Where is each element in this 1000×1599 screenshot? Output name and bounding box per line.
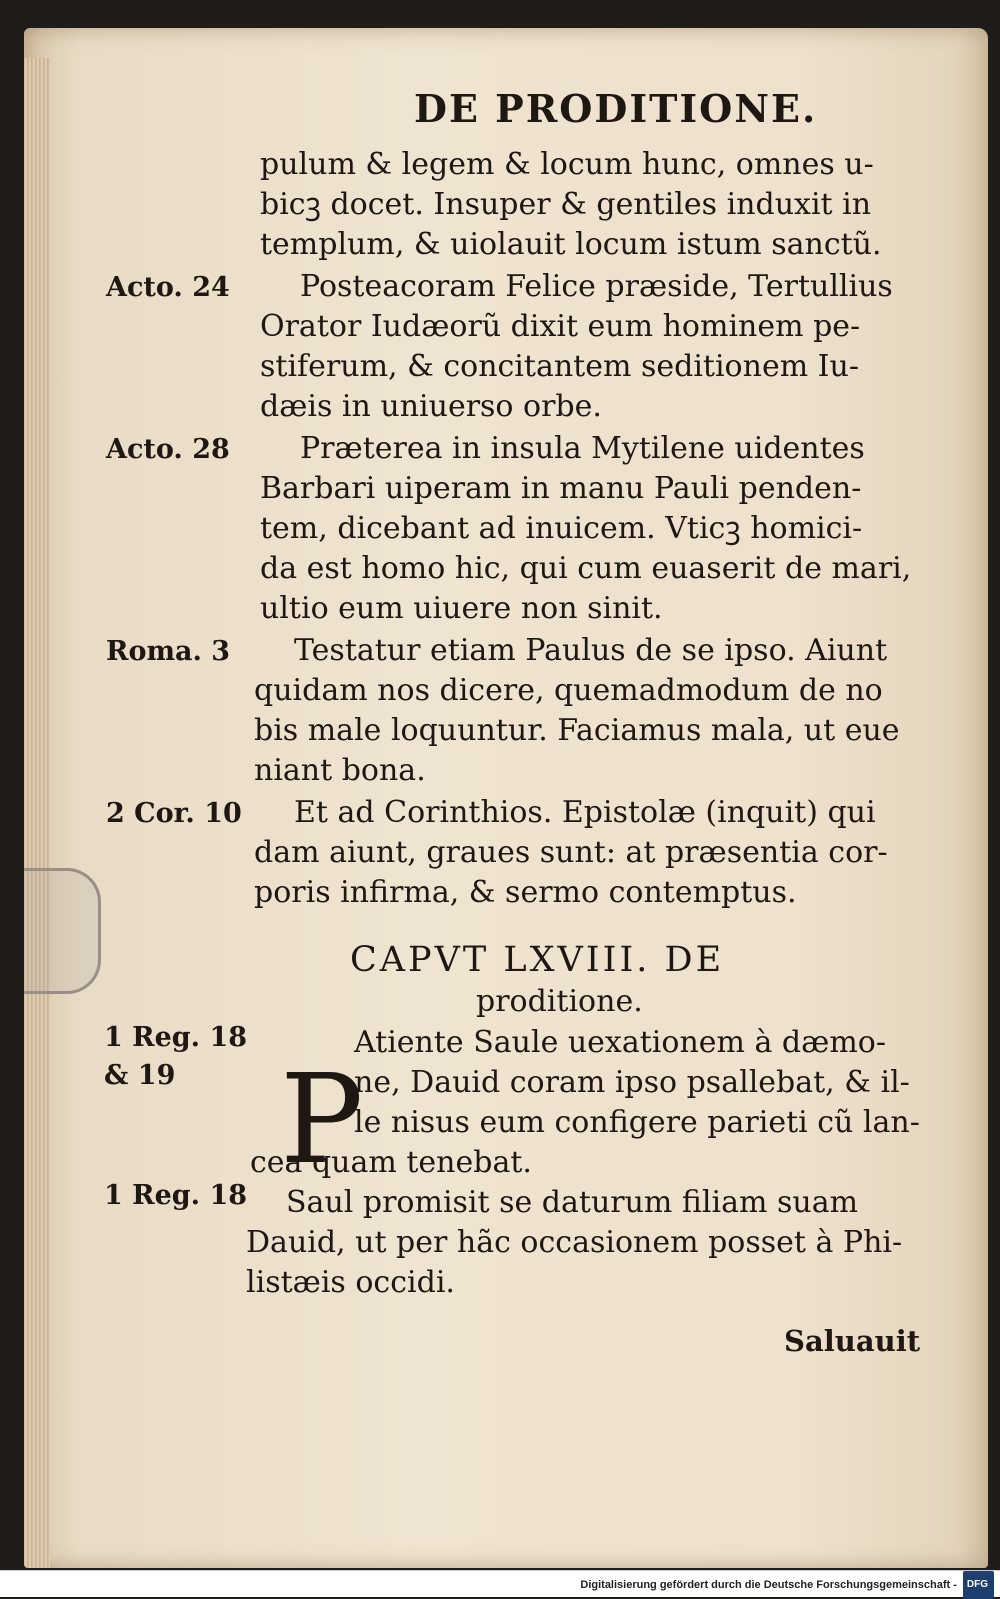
marginal-note: 2 Cor. 10 xyxy=(106,798,242,829)
page-edge xyxy=(24,58,50,1568)
marginal-note: 1 Reg. 18 xyxy=(104,1022,248,1053)
chapter-subheading: proditione. xyxy=(476,984,643,1019)
marginal-note: Roma. 3 xyxy=(106,636,231,667)
text-line: ultio eum uiuere non sinit. xyxy=(260,591,663,626)
text-line: Testatur etiam Paulus de se ipso. Aiunt xyxy=(294,633,888,668)
text-line: templum, & uiolauit locum istum sanctũ. xyxy=(260,227,882,262)
marginal-note: 1 Reg. 18 xyxy=(104,1180,248,1211)
text-line: Atiente Saule uexationem à dæmo- xyxy=(354,1025,886,1060)
chapter-heading: CAPVT LXVIII. DE xyxy=(350,940,725,980)
text-line: poris infirma, & sermo contemptus. xyxy=(254,875,797,910)
text-line: Saul promisit se daturum filiam suam xyxy=(286,1185,859,1220)
text-line: Præterea in insula Mytilene uidentes xyxy=(300,431,865,466)
book-page xyxy=(24,28,988,1568)
catchword: Saluauit xyxy=(784,1324,921,1358)
text-line: dæis in uniuerso orbe. xyxy=(260,389,602,424)
text-line: ne, Dauid coram ipso psallebat, & il- xyxy=(354,1065,910,1100)
text-line: listæis occidi. xyxy=(246,1265,455,1300)
text-line: bicꝫ docet. Insuper & gentiles induxit in xyxy=(260,187,872,222)
text-line: stiferum, & concitantem seditionem Iu- xyxy=(260,349,859,384)
drop-capital: P xyxy=(280,1048,364,1192)
marginal-note: Acto. 24 xyxy=(106,272,230,303)
text-line: Et ad Corinthios. Epistolæ (inquit) qui xyxy=(294,795,876,830)
page-clip xyxy=(24,868,101,994)
text-line: dam aiunt, graues sunt: at præsentia cor- xyxy=(254,835,888,870)
text-line: quidam nos dicere, quemadmodum de no xyxy=(254,673,883,708)
text-line: Orator Iudæorũ dixit eum hominem pe- xyxy=(260,309,861,344)
text-line: le nisus eum configere parieti cũ lan- xyxy=(354,1105,920,1140)
text-line: da est homo hic, qui cum euaserit de mari, xyxy=(260,551,912,586)
footer-text: Digitalisierung gefördert durch die Deutsche Forschungsgemeinschaft - xyxy=(580,1578,957,1591)
marginal-note: Acto. 28 xyxy=(106,434,230,465)
text-line: pulum & legem & locum hunc, omnes u- xyxy=(260,147,874,182)
running-head: DE PRODITIONE. xyxy=(414,86,818,131)
dfg-logo: DFG xyxy=(963,1571,994,1599)
text-line: Dauid, ut per hãc occasionem posset à Phi- xyxy=(246,1225,903,1260)
marginal-note: & 19 xyxy=(104,1060,176,1091)
text-line: niant bona. xyxy=(254,753,426,788)
text-line: bis male loquuntur. Faciamus mala, ut eue xyxy=(254,713,900,748)
text-line: Posteacoram Felice præside, Tertullius xyxy=(300,269,893,304)
text-line: Barbari uiperam in manu Pauli penden- xyxy=(260,471,862,506)
text-line: tem, dicebant ad inuicem. Vticꝫ homici- xyxy=(260,511,863,546)
text-line: cea quam tenebat. xyxy=(250,1145,532,1180)
digitization-footer xyxy=(0,1570,1000,1597)
